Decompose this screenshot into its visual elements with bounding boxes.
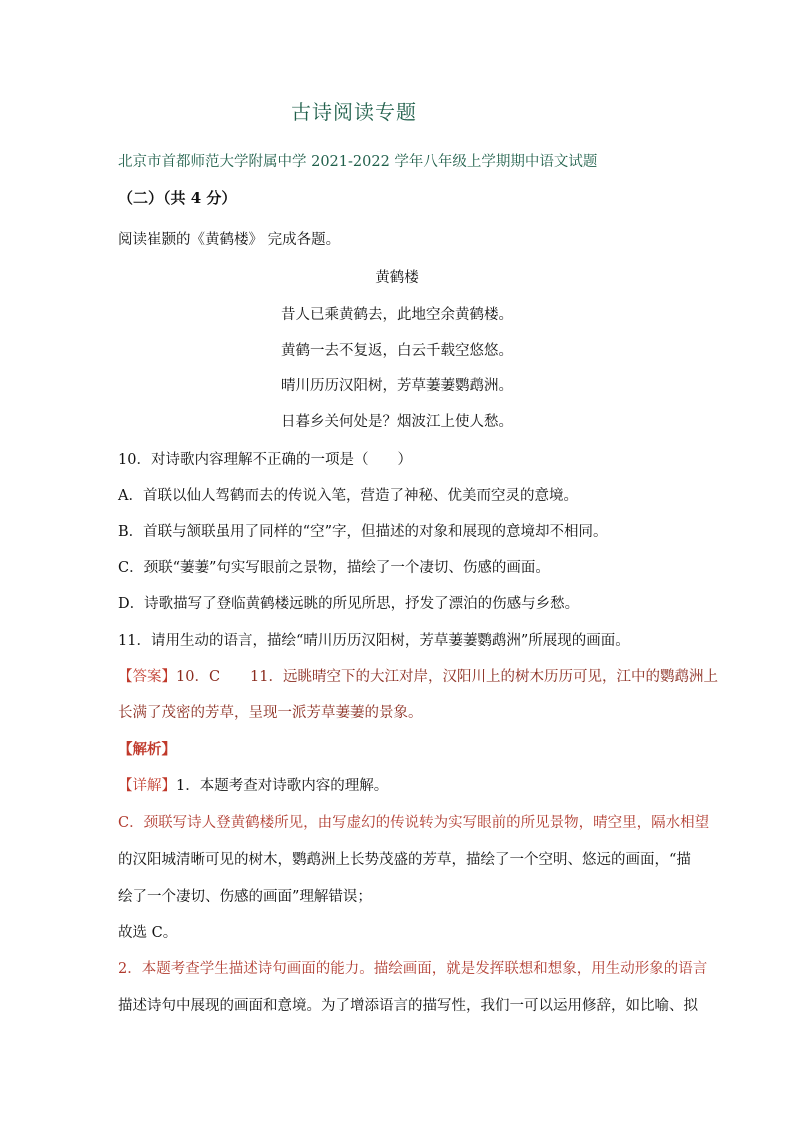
instruction-text: 阅读崔颢的《黄鹤楼》 完成各题。 xyxy=(118,232,341,248)
answer-line xyxy=(118,665,718,686)
detail-line xyxy=(118,774,388,795)
detail-label: 【详解】 xyxy=(118,778,176,794)
analysis-label: 【解析】 xyxy=(118,741,176,758)
answer-label: 【答案】 xyxy=(118,669,176,685)
option-c: C．颈联“萋萋”句实写眼前之景物，描绘了一个凄切、伤感的画面。 xyxy=(118,560,550,576)
section-heading: （二）（共 4 分） xyxy=(118,189,237,207)
explain-c-line: 绘了一个凄切、伤感的画面”理解错误； xyxy=(118,889,372,905)
answer-11: 11．远眺晴空下的大江对岸，汉阳川上的树木历历可见，江中的鹦鹉洲上 xyxy=(250,669,718,685)
question-10: 10．对诗歌内容理解不正确的一项是（ ） xyxy=(118,452,412,468)
option-a: A．首联以仙人驾鹤而去的传说入笔，营造了神秘、优美而空灵的意境。 xyxy=(118,488,578,504)
poem-line: 晴川历历汉阳树，芳草萋萋鹦鹉洲。 xyxy=(281,378,513,394)
question-11: 11．请用生动的语言，描绘“晴川历历汉阳树，芳草萋萋鹦鹉洲”所展现的画面。 xyxy=(118,633,630,649)
answer-10: 10．C xyxy=(176,669,221,685)
answer-line-2: 长满了茂密的芳草，呈现一派芳草萋萋的景象。 xyxy=(118,705,423,721)
poem-line: 昔人已乘黄鹤去，此地空余黄鹤楼。 xyxy=(281,307,513,323)
poem-line: 黄鹤一去不复返，白云千载空悠悠。 xyxy=(281,343,513,359)
explain-2-line: 2．本题考查学生描述诗句画面的能力。描绘画面，就是发挥联想和想象，用生动形象的语言 xyxy=(118,961,708,977)
explain-2-line: 描述诗句中展现的画面和意境。为了增添语言的描写性，我们一可以运用修辞，如比喻、拟 xyxy=(118,998,698,1014)
explain-c-line: 的汉阳城清晰可见的树木，鹦鹉洲上长势茂盛的芳草，描绘了一个空明、悠远的画面，“描 xyxy=(118,852,691,868)
option-b: B．首联与颔联虽用了同样的“空”字，但描述的对象和展现的意境却不相同。 xyxy=(118,524,608,540)
option-d: D．诗歌描写了登临黄鹤楼远眺的所见所思，抒发了漂泊的伤感与乡愁。 xyxy=(118,596,580,612)
poem-line: 日暮乡关何处是？烟波江上使人愁。 xyxy=(281,414,513,430)
explain-c-line: C．颈联写诗人登黄鹤楼所见，由写虚幻的传说转为实写眼前的所见景物，晴空里，隔水相望 xyxy=(118,815,710,831)
choose-line: 故选 C。 xyxy=(118,925,178,941)
page-title: 古诗阅读专题 xyxy=(291,100,417,124)
source-line: 北京市首都师范大学附属中学 2021-2022 学年八年级上学期期中语文试题 xyxy=(118,154,598,170)
poem-title: 黄鹤楼 xyxy=(375,270,419,286)
detail-text: 1．本题考查对诗歌内容的理解。 xyxy=(176,778,389,794)
